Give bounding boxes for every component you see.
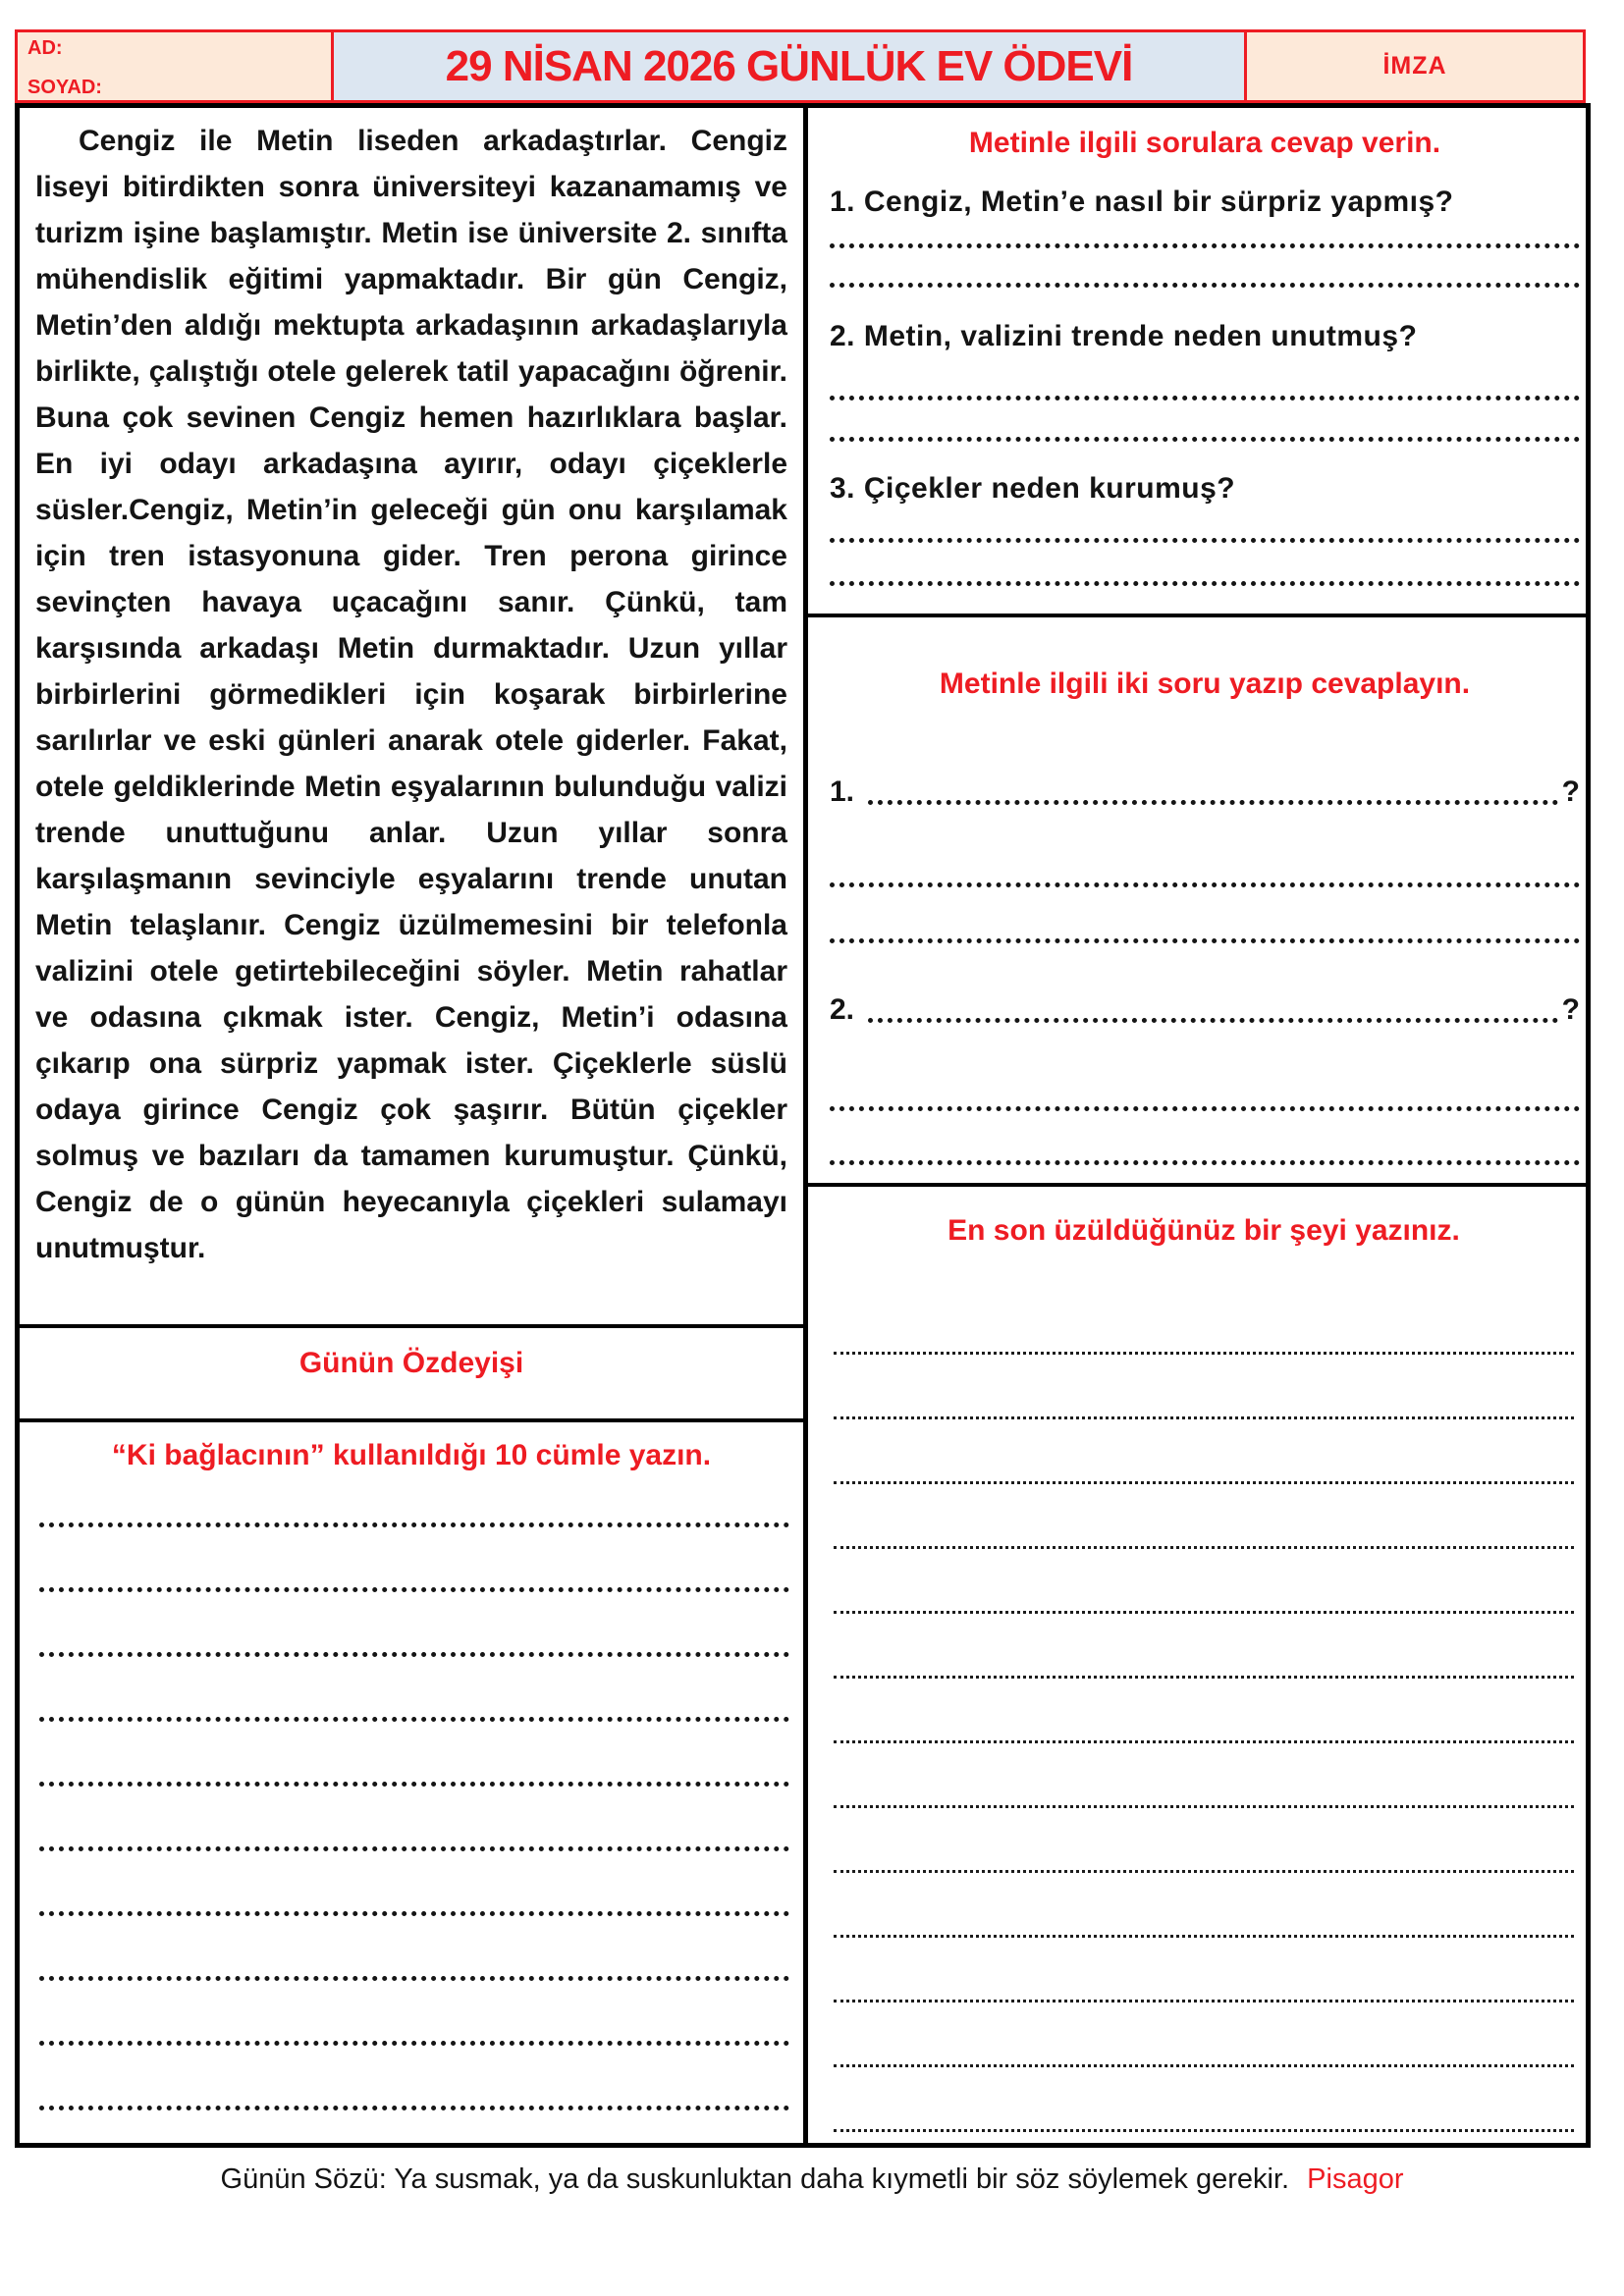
answer-line	[830, 882, 1580, 887]
answer-line	[834, 1808, 1574, 1873]
title-cell	[334, 32, 1244, 100]
question-2: 2. Metin, valizini trende neden unutmuş?	[830, 320, 1418, 352]
ad-label: AD:	[27, 37, 63, 59]
ki-heading: “Ki bağlacının” kullanıldığı 10 cümle yazın.	[111, 1439, 712, 1471]
answer-line	[834, 1743, 1574, 1808]
answer-line	[39, 1916, 789, 1981]
question-1: 1. Cengiz, Metin’e nasıl bir sürpriz yapmış?	[830, 186, 1454, 218]
answer-line	[830, 437, 1580, 442]
ki-answer-lines	[20, 1475, 803, 2110]
quote-author: Pisagor	[1307, 2163, 1404, 2195]
answer-line	[39, 1787, 789, 1851]
answer-line	[830, 243, 1580, 248]
question-mark: ?	[1561, 993, 1580, 1026]
questions-heading: Metinle ilgili sorulara cevap verin.	[968, 127, 1441, 159]
ki-sentences-box	[20, 1418, 803, 2143]
item-number: 2.	[830, 993, 855, 1026]
answer-line	[834, 1614, 1574, 1679]
answer-line	[834, 1290, 1574, 1355]
header	[15, 29, 1586, 103]
ozdeyis-box	[20, 1324, 803, 1418]
page-title: 29 NİSAN 2026 GÜNLÜK EV ÖDEVİ	[445, 41, 1133, 90]
answer-line	[830, 938, 1580, 943]
content-frame	[15, 103, 1591, 2148]
answer-line	[830, 538, 1580, 543]
signature-cell	[1244, 32, 1583, 100]
quote-text: Günün Sözü: Ya susmak, ya da suskunluktan daha kıymetli bir söz söylemek gerekir.	[220, 2163, 1290, 2195]
write-questions-heading: Metinle ilgili iki soru yazıp cevaplayın.	[939, 667, 1471, 700]
item-number: 1.	[830, 775, 855, 808]
footer-quote	[0, 2160, 1624, 2199]
answer-line	[830, 1160, 1580, 1165]
answer-line	[39, 1657, 789, 1722]
soyad-label: SOYAD:	[27, 77, 102, 98]
write-questions-section	[808, 614, 1586, 1183]
answer-line	[39, 1722, 789, 1787]
answer-line	[834, 1938, 1574, 2002]
write-question-1	[830, 773, 1580, 812]
answer-line	[830, 1106, 1580, 1111]
answer-line	[834, 1679, 1574, 1743]
questions-section	[808, 108, 1586, 614]
answer-line	[830, 581, 1580, 586]
answer-line	[834, 1484, 1574, 1549]
answer-line	[834, 1355, 1574, 1419]
answer-line	[39, 1592, 789, 1657]
answer-line	[834, 2002, 1574, 2067]
answer-line	[39, 1851, 789, 1916]
right-column	[808, 108, 1586, 2143]
question-3: 3. Çiçekler neden kurumuş?	[830, 472, 1236, 505]
name-surname-cell	[18, 32, 334, 100]
answer-line	[830, 283, 1580, 288]
write-question-2	[830, 990, 1580, 1030]
sad-thing-section	[808, 1183, 1586, 2143]
answer-line	[39, 1475, 789, 1527]
ozdeyis-heading: Günün Özdeyişi	[298, 1347, 524, 1379]
question-mark: ?	[1561, 775, 1580, 808]
dotted-fill	[868, 800, 1558, 805]
answer-line	[830, 396, 1580, 400]
answer-line	[834, 1549, 1574, 1614]
sad-answer-lines	[834, 1290, 1574, 2132]
answer-line	[834, 1419, 1574, 1484]
answer-line	[39, 1527, 789, 1592]
answer-line	[39, 1981, 789, 2046]
answer-line	[39, 2046, 789, 2110]
sad-thing-heading: En son üzüldüğünüz bir şeyi yazınız.	[947, 1214, 1460, 1247]
answer-line	[834, 1873, 1574, 1938]
dotted-fill	[868, 1018, 1558, 1023]
left-column	[20, 108, 808, 2143]
imza-label: İMZA	[1382, 52, 1447, 80]
answer-line	[834, 2067, 1574, 2132]
reading-passage: Cengiz ile Metin liseden arkadaştırlar. Cengiz liseyi bitirdikten sonra üniversiteyi kazanamamış ve turizm işine başlamıştır. Metin ise üniversite 2. sınıfta mühendislik eğitimi yapmaktadır. Bir gün Cengiz, Metin’den aldığı mektupta arkadaşının arkadaşlarıyla birlikte, çalıştığı otele gelerek tatil yapacağını öğrenir. Buna çok sevinen Cengiz hemen hazırlıklara başlar. En iyi odayı arkadaşına ayırır, odayı çiçeklerle süsler.Cengiz, Metin’in geleceği gün onu karşılamak için tren istasyonuna gider. Tren perona girince sevinçten havaya uçacağını sanır. Çünkü, tam karşısında arkadaşı Metin durmaktadır. Uzun yıllar birbirlerini görmedikleri için koşarak birbirlerine sarılırlar ve eski günleri anarak otele giderler. Fakat, otele geldiklerinde Metin eşyalarının bulunduğu valizi trende unuttuğunu anlar. Uzun yıllar sonra karşılaşmanın sevinciyle eşyalarını trende unutan Metin telaşlanır. Cengiz üzülmemesini bir telefonla valizini otele getirtebileceğini söyler. Metin rahatlar ve odasına çıkmak ister. Cengiz, Metin’i odasına çıkarıp ona sürpriz yapmak ister. Çiçeklerle süslü odaya girince Cengiz çok şaşırır. Bütün çiçekler solmuş ve bazıları da tamamen kurumuştur. Çünkü, Cengiz de o günün heyecanıyla çiçekleri sulamayı unutmuştur.	[35, 125, 787, 1264]
